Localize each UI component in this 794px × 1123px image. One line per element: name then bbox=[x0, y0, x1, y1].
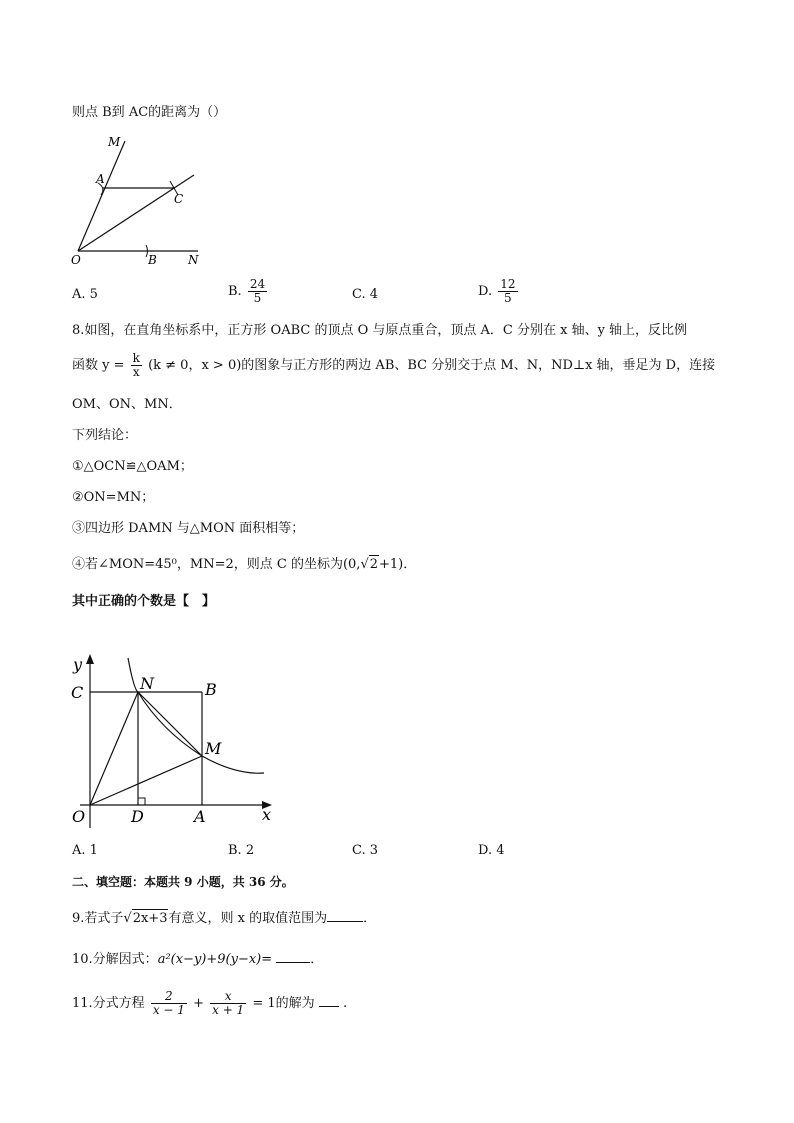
q8-label-A: A bbox=[194, 807, 206, 826]
q8-label-M: M bbox=[205, 739, 222, 758]
q8-option-a: A. 1 bbox=[72, 843, 98, 858]
section-title: 二、填空题：本题共 9 小题，共 36 分。 bbox=[72, 875, 294, 889]
q8-label-D: D bbox=[131, 807, 144, 826]
q7-option-b: B. $\frac{24}{5}$ bbox=[228, 277, 266, 305]
q7-label-M: M bbox=[108, 135, 121, 149]
q8-label-C: C bbox=[71, 683, 84, 702]
q8-label-y: y bbox=[73, 655, 83, 674]
q8-option-d: D. 4 bbox=[478, 843, 505, 858]
q8-label-B: B bbox=[205, 680, 217, 699]
q9-answer-blank[interactable] bbox=[327, 909, 363, 922]
q7-stem: 则点 B到 AC的距离为（） bbox=[72, 105, 227, 120]
q10: 10.分解因式：a²(x−y)+9(y−x)= ． bbox=[72, 952, 324, 967]
q8-figure bbox=[66, 650, 296, 835]
q8-conclusion-head: 下列结论： bbox=[72, 428, 138, 443]
q8-option-c: C. 3 bbox=[352, 843, 379, 858]
q10-answer-blank[interactable] bbox=[276, 950, 310, 963]
q8-conclusion-4: ④若∠MON=45⁰，MN=2，则点 C 的坐标为(0,√2+1)． bbox=[72, 557, 417, 572]
q8-label-x: x bbox=[262, 805, 272, 824]
q11: 11.分式方程 $\frac{2}{x - 1}$ + $\frac{x}{x + 1}$ = 1的解为 . bbox=[72, 989, 348, 1017]
q8-ask: 其中正确的个数是【 】 bbox=[72, 594, 216, 609]
q7-option-c: C. 4 bbox=[352, 287, 379, 302]
q7-label-B: B bbox=[148, 253, 157, 267]
q8-line1: 8.如图，在直角坐标系中，正方形 OABC 的顶点 O 与原点重合，顶点 A．C 分别在 x 轴、y 轴上，反比例 bbox=[72, 323, 688, 338]
q8-conclusion-1: ①△OCN≌△OAM； bbox=[72, 459, 193, 474]
q9: 9.若式子√2x+3有意义，则 x 的取值范围为 ． bbox=[72, 911, 377, 926]
q7-label-A: A bbox=[96, 172, 105, 186]
q7-label-C: C bbox=[174, 192, 184, 206]
q8-line2: 函数 y = $\frac{k}{x}$ (k ≠ 0，x > 0)的图象与正方形的两边 AB、BC 分别交于点 M、N，ND⊥x 轴，垂足为 D，连接 bbox=[72, 351, 716, 379]
q7-option-d: D. $\frac{12}{5}$ bbox=[478, 277, 516, 305]
q8-conclusion-2: ②ON=MN； bbox=[72, 490, 155, 505]
q7-option-a: A. 5 bbox=[72, 287, 98, 302]
q8-label-N: N bbox=[140, 674, 154, 693]
q7-figure bbox=[68, 133, 218, 268]
q8-option-b: B. 2 bbox=[228, 843, 255, 858]
q7-label-O: O bbox=[71, 253, 81, 267]
q7-label-N: N bbox=[188, 253, 199, 267]
q8-label-O: O bbox=[72, 807, 86, 826]
q11-answer-blank[interactable] bbox=[319, 994, 339, 1007]
q8-line3: OM、ON、MN． bbox=[72, 397, 182, 412]
q8-conclusion-3: ③四边形 DAMN 与△MON 面积相等； bbox=[72, 521, 305, 536]
